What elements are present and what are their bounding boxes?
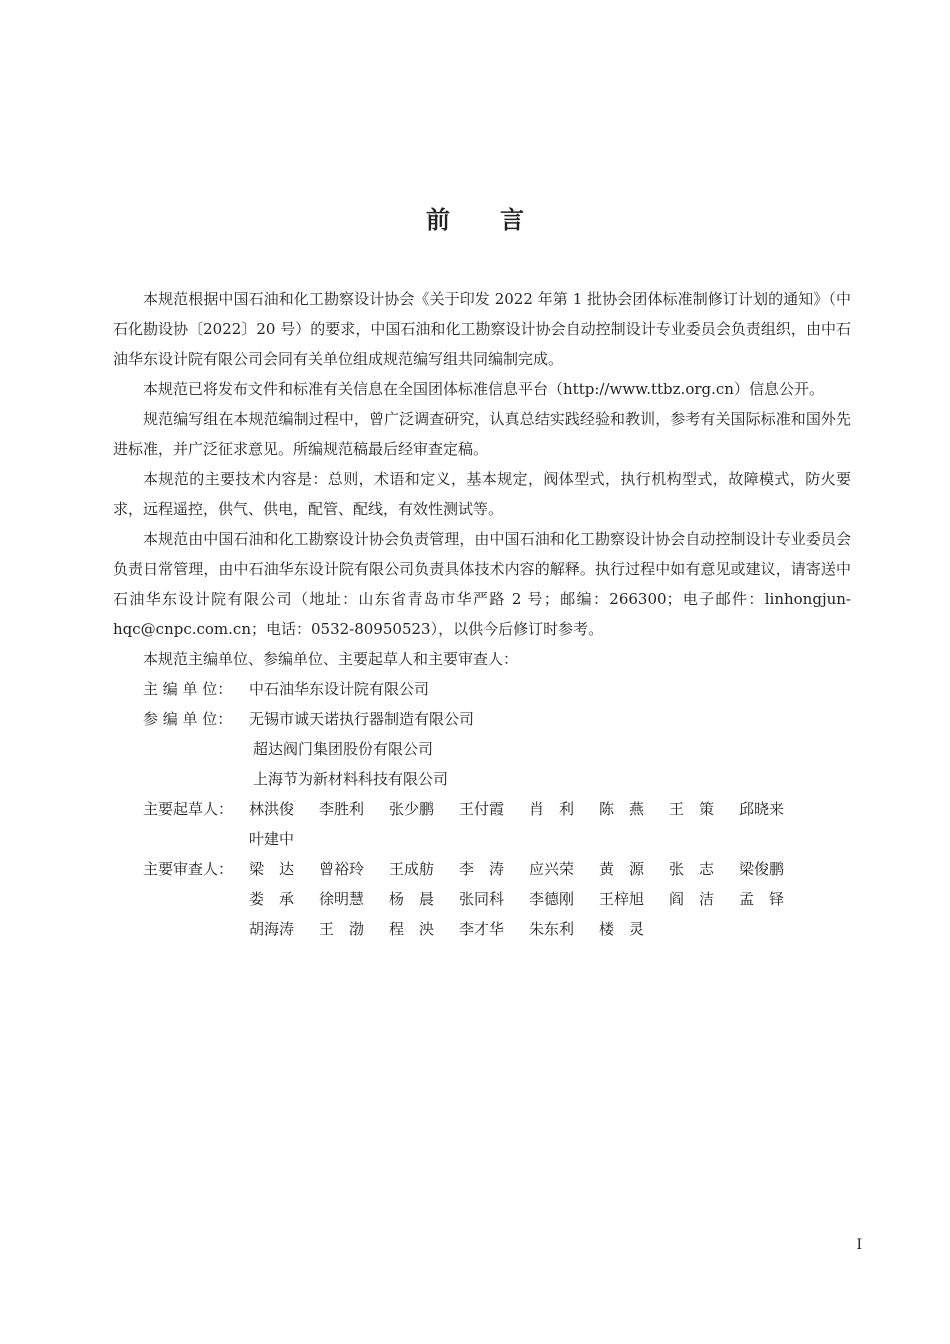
person-name: 叶建中 [249,830,295,848]
person-name: 娄 承 [249,890,295,908]
paragraph-4: 本规范的主要技术内容是：总则，术语和定义，基本规定，阀体型式，执行机构型式，故障模式，防火要求，远程遥控，供气、供电，配管、配线，有效性测试等。 [113,470,851,518]
paragraph-2: 本规范已将发布文件和标准有关信息在全国团体标准信息平台（http://www.ttbz.org.cn）信息公开。 [143,380,824,398]
chief-unit-label: 主 编 单 位： [143,680,233,698]
participating-unit-row [113,704,851,734]
person-name: 孟 铎 [739,890,785,908]
person-name: 程 泱 [389,920,435,938]
person-name: 黄 源 [599,860,645,878]
title-char-right: 言 [500,206,524,234]
paragraph-1: 本规范根据中国石油和化工勘察设计协会《关于印发 2022 年第 1 批协会团体标准制修订计划的通知》（中石化勘设协〔2022〕20 号）的要求，中国石油和化工勘察设计协会自动控制设计专业委员会负责组织，由中石油华东设计院有限公司会同有关单位组成规范编写组共同编制完成。 [113,290,851,368]
paragraph-6: 本规范主编单位、参编单位、主要起草人和主要审查人： [143,650,519,668]
person-name: 陈 燕 [599,800,645,818]
drafters-block [113,794,851,854]
person-name: 张同科 [459,890,505,908]
title-char-left: 前 [426,206,450,234]
paragraph-3: 规范编写组在本规范编制过程中，曾广泛调查研究，认真总结实践经验和教训，参考有关国际标准和国外先进标准，并广泛征求意见。所编规范稿最后经审查定稿。 [113,410,851,458]
reviewers-block [113,854,851,944]
person-name: 李 涛 [459,860,505,878]
participating-unit-label: 参 编 单 位： [143,710,233,728]
person-name: 梁俊鹏 [739,860,785,878]
person-name: 邱晓来 [739,800,785,818]
person-name: 王 策 [669,800,715,818]
reviewers-row [249,914,809,944]
person-name: 胡海涛 [249,920,295,938]
person-name: 朱东利 [529,920,575,938]
person-name: 楼 灵 [599,920,645,938]
person-name: 张 志 [669,860,715,878]
person-name: 肖 利 [529,800,575,818]
person-name: 李德刚 [529,890,575,908]
person-name: 张少鹏 [389,800,435,818]
person-name: 李胜利 [319,800,365,818]
person-name: 林洪俊 [249,800,295,818]
participating-unit-row [113,734,851,764]
chief-unit-value: 中石油华东设计院有限公司 [249,680,430,698]
reviewers-names [249,854,809,944]
participating-unit-value: 超达阀门集团股份有限公司 [253,740,434,758]
person-name: 李才华 [459,920,505,938]
person-name: 梁 达 [249,860,295,878]
page-title [0,200,950,235]
drafters-row [249,824,809,854]
drafters-names [249,794,809,854]
person-name: 杨 晨 [389,890,435,908]
person-name: 徐明慧 [319,890,365,908]
person-name: 应兴荣 [529,860,575,878]
page-number: I [856,1237,862,1253]
person-name: 王梓旭 [599,890,645,908]
person-name: 王付霞 [459,800,505,818]
reviewers-label: 主要审查人： [143,860,234,878]
person-name: 曾裕玲 [319,860,365,878]
drafters-label: 主要起草人： [143,800,234,818]
chief-unit-row [113,674,851,704]
reviewers-row [249,854,809,884]
paragraph-5: 本规范由中国石油和化工勘察设计协会负责管理，由中国石油和化工勘察设计协会自动控制设计专业委员会负责日常管理，由中石油华东设计院有限公司负责具体技术内容的解释。执行过程中如有意见或建议，请寄送中石油华东设计院有限公司（地址：山东省青岛市华严路 2 号；邮编：266300；电子邮件：linhongjun-hqc@cnpc.com.cn；电话：0532-80950523），以供今后修订时参考。 [113,530,851,638]
person-name: 王 渤 [319,920,365,938]
participating-unit-value: 上海节为新材料科技有限公司 [253,770,449,788]
reviewers-row [249,884,809,914]
participating-unit-row [113,764,851,794]
person-name: 王成舫 [389,860,435,878]
drafters-row [249,794,809,824]
preface-body [113,284,851,944]
participating-unit-value: 无锡市诚天诺执行器制造有限公司 [249,710,475,728]
person-name: 阎 洁 [669,890,715,908]
